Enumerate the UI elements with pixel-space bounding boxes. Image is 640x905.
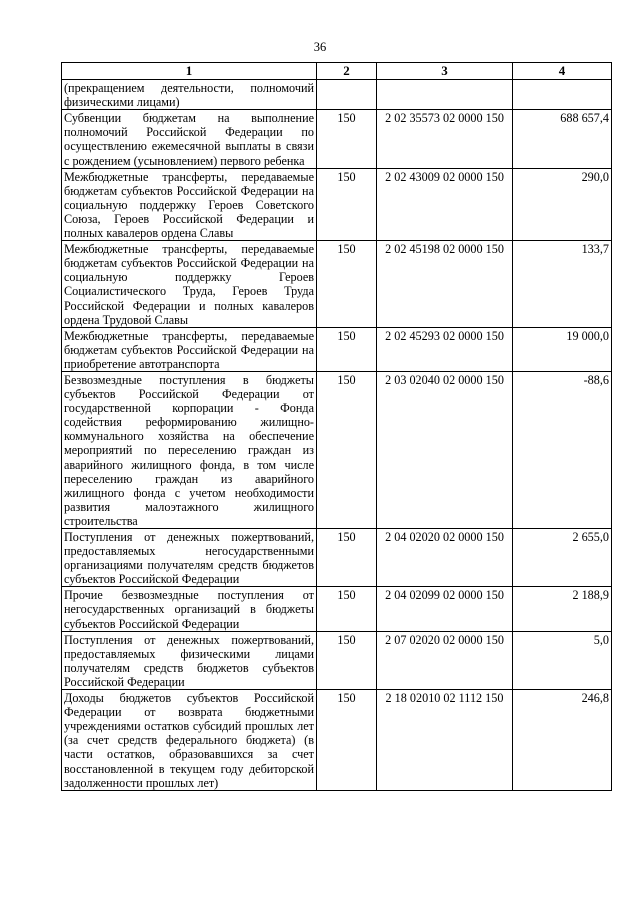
row-code-b-cell: 2 18 02010 02 1112 150 [377,690,513,791]
row-amount-cell: 5,0 [513,631,612,689]
table-row [62,241,612,328]
row-code-b-cell: 2 02 35573 02 0000 150 [377,110,513,168]
row-name-cell: Поступления от денежных пожертвований, предоставляемых физическими лицами получателям средств бюджетов субъектов Российской Федерации [62,631,317,689]
row-code-a-cell: 150 [317,587,377,631]
row-code-a-cell: 150 [317,690,377,791]
row-amount-cell: -88,6 [513,371,612,528]
header-col-2: 2 [317,63,377,80]
row-code-a-cell: 150 [317,168,377,240]
row-amount-cell: 2 655,0 [513,529,612,587]
table-row [62,529,612,587]
row-code-b-cell [377,80,513,110]
row-name-cell: Межбюджетные трансферты, передаваемые бюджетам субъектов Российской Федерации на социальную поддержку Героев Советского Союза, Героев Российской Федерации и полных кавалеров ордена Славы [62,168,317,240]
row-name-cell: Прочие безвозмездные поступления от негосударственных организаций в бюджеты субъектов Российской Федерации [62,587,317,631]
row-code-b-cell: 2 02 43009 02 0000 150 [377,168,513,240]
table-row [62,327,612,371]
row-amount-cell: 688 657,4 [513,110,612,168]
row-code-a-cell: 150 [317,327,377,371]
table-row [62,80,612,110]
row-name-cell: Субвенции бюджетам на выполнение полномочий Российской Федерации по осуществлению ежемесячной выплаты в связи с рождением (усыновлением) первого ребенка [62,110,317,168]
table-row [62,690,612,791]
row-name-cell: Безвозмездные поступления в бюджеты субъектов Российской Федерации от государственной корпорации - Фонда содействия реформированию жилищно-коммунального хозяйства на обеспечение мероприятий по переселению граждан из аварийного жилищного фонда, в том числе переселению граждан из аварийного жилищного фонда с учетом необходимости развития малоэтажного жилищного строительства [62,371,317,528]
row-amount-cell: 133,7 [513,241,612,328]
row-code-a-cell: 150 [317,371,377,528]
table-row [62,110,612,168]
row-code-a-cell: 150 [317,110,377,168]
row-name-cell: Доходы бюджетов субъектов Российской Федерации от возврата бюджетными учреждениями остатков субсидий прошлых лет (за счет средств федерального бюджета) (в части остатков, образовавшихся за счет восстановленной в текущем году дебиторской задолженности прошлых лет) [62,690,317,791]
row-code-a-cell: 150 [317,529,377,587]
header-row [62,63,612,80]
header-col-3: 3 [377,63,513,80]
row-code-b-cell: 2 02 45293 02 0000 150 [377,327,513,371]
page-number: 36 [313,40,327,54]
row-code-a-cell: 150 [317,241,377,328]
row-code-b-cell: 2 04 02020 02 0000 150 [377,529,513,587]
header-col-4: 4 [513,63,612,80]
budget-revenue-table [61,62,612,791]
row-amount-cell: 290,0 [513,168,612,240]
table-header [62,63,612,80]
table-row [62,371,612,528]
table-row [62,587,612,631]
row-name-cell: Межбюджетные трансферты, передаваемые бюджетам субъектов Российской Федерации на приобретение автотранспорта [62,327,317,371]
row-code-a-cell [317,80,377,110]
table-row [62,631,612,689]
row-name-cell: (прекращением деятельности, полномочий физическими лицами) [62,80,317,110]
row-name-cell: Поступления от денежных пожертвований, предоставляемых негосударственными организациями получателям средств бюджетов субъектов Российской Федерации [62,529,317,587]
row-amount-cell: 19 000,0 [513,327,612,371]
row-name-cell: Межбюджетные трансферты, передаваемые бюджетам субъектов Российской Федерации на социальную поддержку Героев Социалистического Труда, Героев Труда Российской Федерации и полных кавалеров ордена Трудовой Славы [62,241,317,328]
table-body [62,80,612,791]
row-amount-cell: 2 188,9 [513,587,612,631]
row-code-b-cell: 2 07 02020 02 0000 150 [377,631,513,689]
table-row [62,168,612,240]
row-code-a-cell: 150 [317,631,377,689]
row-amount-cell: 246,8 [513,690,612,791]
row-code-b-cell: 2 04 02099 02 0000 150 [377,587,513,631]
row-code-b-cell: 2 03 02040 02 0000 150 [377,371,513,528]
row-code-b-cell: 2 02 45198 02 0000 150 [377,241,513,328]
row-amount-cell [513,80,612,110]
header-col-1: 1 [62,63,317,80]
